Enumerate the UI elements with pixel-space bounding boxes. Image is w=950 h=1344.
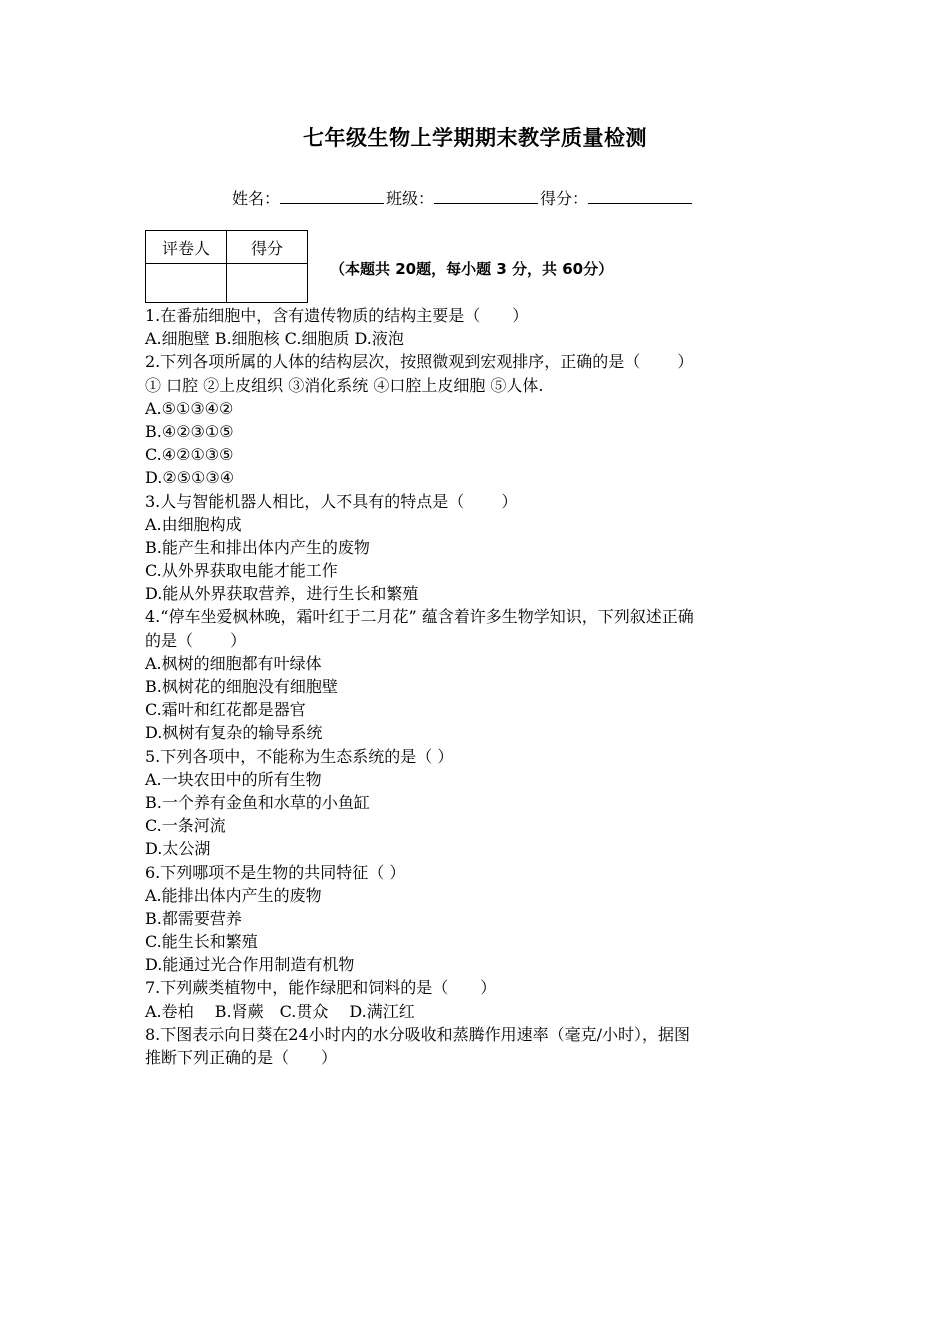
question-option: A.细胞壁 B.细胞核 C.细胞质 D.液泡 (145, 329, 404, 349)
question-option: A.⑤①③④② (145, 398, 234, 418)
question-option: 的是（ ） (145, 630, 247, 650)
question-option: C.从外界获取电能才能工作 (145, 561, 338, 581)
grader-cell[interactable] (146, 264, 227, 303)
question-option: A.卷柏 B.肾蕨 C.贯众 D.满江红 (145, 1001, 415, 1021)
name-blank[interactable] (280, 189, 384, 204)
question-3 (145, 490, 810, 606)
score-label: 得分： (540, 189, 589, 208)
question-option: A.枫树的细胞都有叶绿体 (145, 653, 322, 673)
question-stem: 4.“停车坐爱枫林晚，霜叶红于二月花” 蕴含着许多生物学知识，下列叙述正确 (145, 607, 694, 627)
question-option: C.一条河流 (145, 816, 226, 836)
question-option: ① 口腔 ②上皮组织 ③消化系统 ④口腔上皮细胞 ⑤人体. (145, 375, 544, 395)
question-1 (145, 304, 810, 350)
question-stem: 2.下列各项所属的人体的结构层次，按照微观到宏观排序，正确的是（ ） (145, 352, 694, 372)
question-option: B.枫树花的细胞没有细胞壁 (145, 677, 338, 696)
question-option: A.由细胞构成 (145, 514, 242, 534)
question-option: C.能生长和繁殖 (145, 932, 258, 952)
question-option: B.一个养有金鱼和水草的小鱼缸 (145, 792, 370, 812)
question-2 (145, 350, 810, 489)
question-option: D.②⑤①③④ (145, 468, 235, 488)
question-stem: 6.下列哪项不是生物的共同特征（ ） (145, 862, 406, 882)
question-option: C.④②①③⑤ (145, 445, 234, 465)
student-info-line (232, 186, 694, 209)
question-option: B.能产生和排出体内产生的废物 (145, 537, 370, 557)
question-list (145, 304, 810, 1069)
score-blank[interactable] (588, 189, 692, 204)
question-6 (145, 861, 810, 977)
question-stem: 8.下图表示向日葵在24小时内的水分吸收和蒸腾作用速率（毫克/小时），据图 (145, 1024, 691, 1044)
question-stem: 7.下列蕨类植物中，能作绿肥和饲料的是（ ） (145, 978, 497, 998)
question-option: A.一块农田中的所有生物 (145, 769, 322, 789)
question-option: A.能排出体内产生的废物 (145, 885, 322, 905)
question-stem: 3.人与智能机器人相比，人不具有的特点是（ ） (145, 491, 518, 511)
question-option: D.枫树有复杂的输导系统 (145, 723, 323, 743)
grader-header: 评卷人 (146, 231, 227, 264)
question-4 (145, 605, 810, 744)
score-cell[interactable] (227, 264, 308, 303)
question-option: D.能通过光合作用制造有机物 (145, 955, 355, 975)
question-option: C.霜叶和红花都是器官 (145, 700, 306, 720)
section-note: （本题共 20题，每小题 3 分，共 60分） (330, 260, 614, 278)
question-stem: 5.下列各项中，不能称为生态系统的是（ ） (145, 746, 454, 766)
question-option: D.太公湖 (145, 839, 211, 859)
grader-table (145, 230, 308, 303)
question-stem: 1.在番茄细胞中，含有遗传物质的结构主要是（ ） (145, 306, 529, 325)
class-label: 班级： (386, 189, 435, 208)
question-option: B.④②③①⑤ (145, 421, 234, 441)
question-option: D.能从外界获取营养，进行生长和繁殖 (145, 584, 419, 604)
page-title: 七年级生物上学期期末教学质量检测 (303, 126, 647, 150)
question-option: B.都需要营养 (145, 908, 242, 928)
name-label: 姓名： (232, 189, 281, 208)
class-blank[interactable] (434, 189, 538, 204)
question-7 (145, 976, 810, 1022)
question-5 (145, 745, 810, 861)
question-8 (145, 1023, 810, 1069)
score-header: 得分 (227, 231, 308, 264)
question-option: 推断下列正确的是（ ） (145, 1048, 338, 1067)
